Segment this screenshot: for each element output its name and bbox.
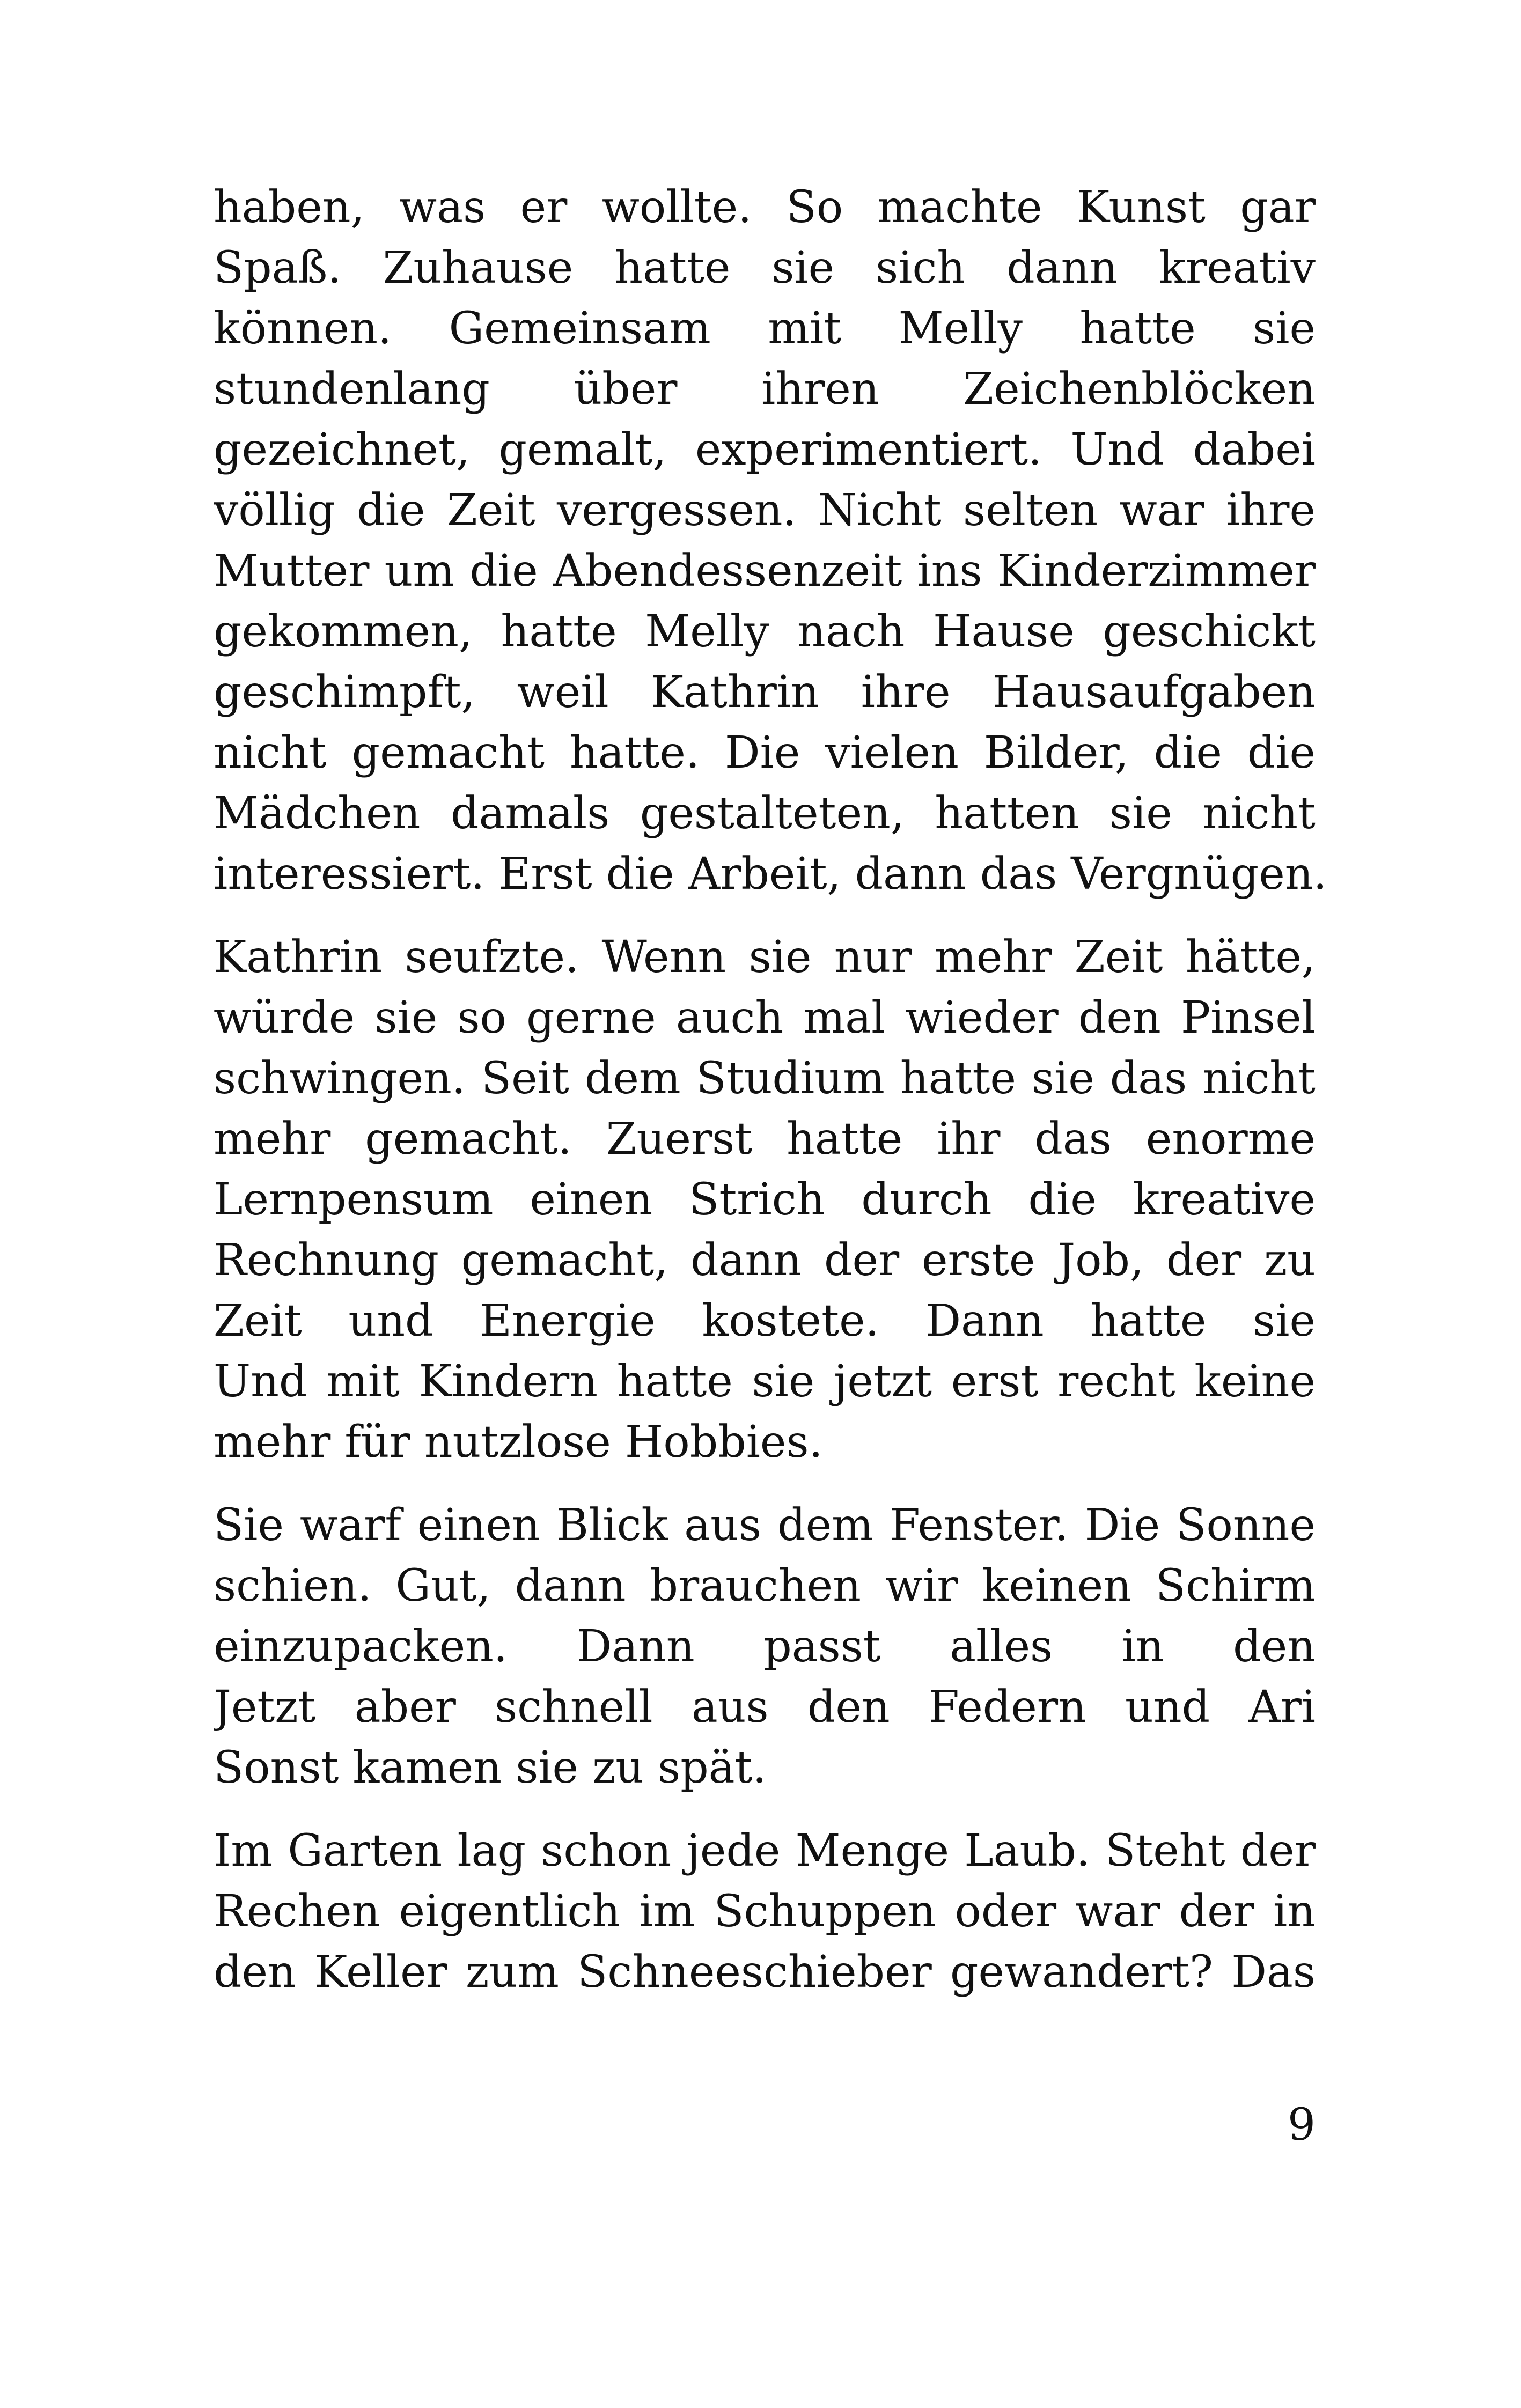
text-line: Rechen eigentlich im Schuppen oder war der in xyxy=(214,1886,1316,1937)
text-line: Kathrin seufzte. Wenn sie nur mehr Zeit hätte, xyxy=(214,932,1316,983)
text-line: können. Gemeinsam mit Melly hatte sie xyxy=(214,303,1316,354)
text-line: geschimpft, weil Kathrin ihre Hausaufgaben xyxy=(214,667,1316,718)
text-line: gekommen, hatte Melly nach Hause geschickt xyxy=(214,606,1316,657)
text-line: würde sie so gerne auch mal wieder den Pinsel xyxy=(214,992,1316,1043)
text-line: Mädchen damals gestalteten, hatten sie nicht xyxy=(214,788,1316,839)
text-line: Sonst kamen sie zu spät. xyxy=(214,1742,767,1793)
text-line: schwingen. Seit dem Studium hatte sie das nicht xyxy=(214,1053,1316,1104)
text-line: Jetzt aber schnell aus den Federn und Ari xyxy=(214,1682,1316,1733)
text-line: einzupacken. Dann passt alles in den xyxy=(214,1621,1316,1672)
text-line: den Keller zum Schneeschieber gewandert? Das xyxy=(214,1947,1316,1998)
text-line: Zeit und Energie kostete. Dann hatte sie xyxy=(214,1295,1316,1346)
text-line: haben, was er wollte. So machte Kunst gar xyxy=(214,182,1316,233)
text-line: Und mit Kindern hatte sie jetzt erst recht keine xyxy=(214,1356,1316,1407)
text-line: Spaß. Zuhause hatte sie sich dann kreativ xyxy=(214,242,1316,293)
text-line: Rechnung gemacht, dann der erste Job, der zu xyxy=(214,1235,1316,1286)
text-line: Sie warf einen Blick aus dem Fenster. Die Sonne xyxy=(214,1500,1316,1551)
paragraph-2 xyxy=(214,927,1316,1472)
text-line: gezeichnet, gemalt, experimentiert. Und dabei xyxy=(214,424,1316,475)
paragraph-1 xyxy=(214,177,1327,904)
text-line: Im Garten lag schon jede Menge Laub. Steht der xyxy=(214,1825,1316,1876)
text-line: mehr gemacht. Zuerst hatte ihr das enorme xyxy=(214,1114,1316,1165)
text-line: stundenlang über ihren Zeichenblöcken xyxy=(214,364,1316,415)
paragraph-3 xyxy=(214,1495,1316,1798)
text-line: völlig die Zeit vergessen. Nicht selten war ihre xyxy=(214,485,1316,536)
text-line: nicht gemacht hatte. Die vielen Bilder, die die xyxy=(214,727,1316,778)
body-text xyxy=(214,177,1327,2025)
text-line: Lernpensum einen Strich durch die kreative xyxy=(214,1174,1316,1225)
text-line: schien. Gut, dann brauchen wir keinen Schirm xyxy=(214,1560,1316,1611)
paragraph-4 xyxy=(214,1821,1316,2002)
page-number: 9 xyxy=(1287,2100,1316,2151)
text-line: interessiert. Erst die Arbeit, dann das Vergnügen. xyxy=(214,849,1327,900)
text-line: Mutter um die Abendessenzeit ins Kinderzimmer xyxy=(214,546,1316,597)
text-line: mehr für nutzlose Hobbies. xyxy=(214,1417,823,1468)
